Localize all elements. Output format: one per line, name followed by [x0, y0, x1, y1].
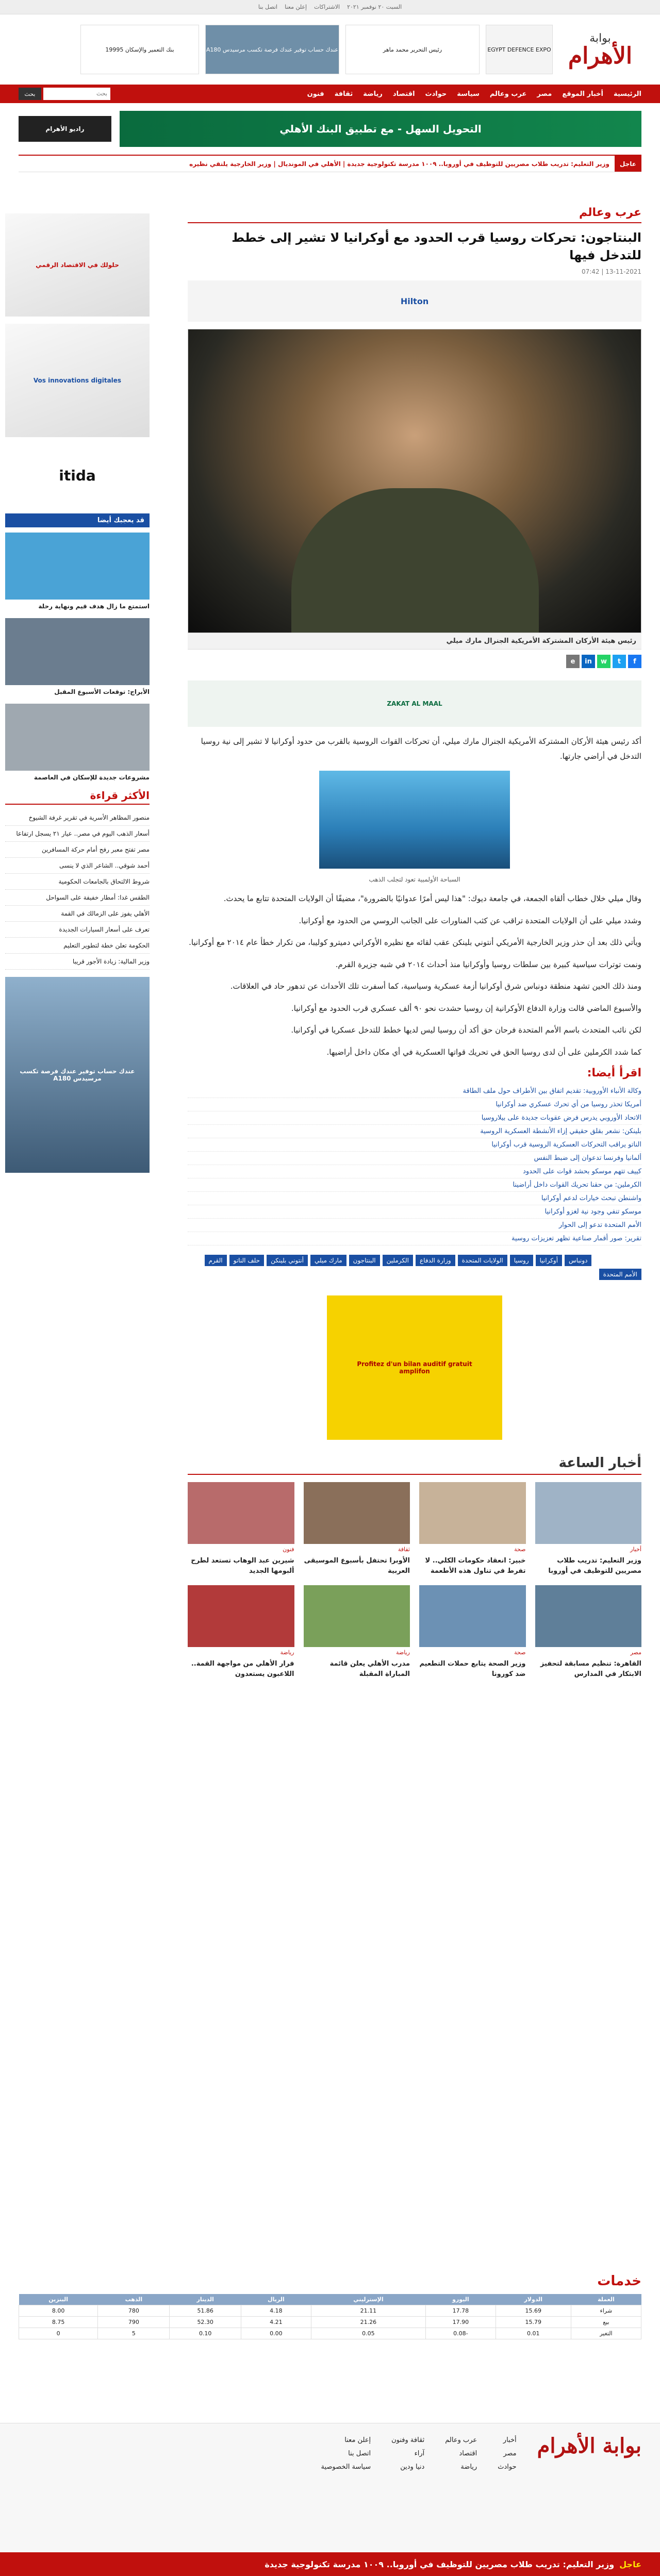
- table-header: العملة: [571, 2294, 641, 2305]
- news-card[interactable]: [188, 1482, 294, 1576]
- cell: 52.30: [170, 2317, 241, 2328]
- read-also-item[interactable]: موسكو تنفي وجود نية لغزو أوكرانيا: [188, 1205, 641, 1219]
- site-logo[interactable]: [559, 24, 641, 75]
- cell: 0.10: [170, 2328, 241, 2339]
- paragraph: لكن نائب المتحدث باسم الأمم المتحدة فرحان حق أكد أن روسيا ليس لديها خطط للتدخل عسكريا في أوكرانيا.: [291, 1025, 641, 1035]
- keyword-tag[interactable]: روسيا: [510, 1255, 533, 1266]
- topbar-link[interactable]: الاشتراكات: [314, 4, 340, 10]
- paragraph: وقال ميلي خلال خطاب ألقاه الجمعة، في جامعة ديوك: "هذا ليس أمرًا عدوانيًا بالضرورة"، مضيفًا أن الولايات المتحدة تتابع ما يحدث.: [223, 894, 641, 904]
- ad-text: Profitez d'un bilan auditif gratuit: [357, 1360, 472, 1368]
- card-tag: فنون: [283, 1546, 294, 1553]
- card-title: فرار الأهلي من مواجهة القمة.. اللاعبون يستعدون: [191, 1660, 294, 1678]
- itida-logo[interactable]: [5, 444, 150, 506]
- card-title: الأوبرا تحتفل بأسبوع الموسيقى العربية: [304, 1557, 410, 1575]
- keyword-tag[interactable]: الكرملين: [383, 1255, 413, 1266]
- ticker-text[interactable]: وزير التعليم: تدريب طلاب مصريين للتوظيف في أوروبا.. ١٠٠٩ مدرسة تكنولوجية جديدة | الأهلي في المونديال | وزير الخارجية يلتقي نظيره: [189, 160, 609, 168]
- table-header: الذهب: [98, 2294, 170, 2305]
- paragraph: كما شدد الكرملين على أن لدى روسيا الحق في تحريك قواتها العسكرية في أي مكان داخل أراضيها.: [326, 1047, 641, 1057]
- footer-link[interactable]: دنيا ودين: [400, 2463, 425, 2471]
- cell: 780: [98, 2305, 170, 2317]
- read-also-item[interactable]: ألمانيا وفرنسا تدعوان إلى ضبط النفس: [188, 1152, 641, 1165]
- card-tag: ثقافة: [398, 1546, 410, 1553]
- bottom-text[interactable]: وزير التعليم: تدريب طلاب مصريين للتوظيف في أوروبا.. ١٠٠٩ مدرسة تكنولوجية جديدة: [265, 2559, 615, 2569]
- bank-ad[interactable]: [80, 25, 199, 74]
- banner-row: [0, 103, 660, 155]
- footer-col: [391, 2434, 424, 2541]
- most-read-item[interactable]: أسعار الذهب اليوم في مصر.. عيار ٢١ يسجل ارتفاعا: [5, 826, 150, 842]
- cell: 0.00: [241, 2328, 311, 2339]
- bank-banner[interactable]: [120, 111, 641, 147]
- footer-link[interactable]: اتصل بنا: [348, 2450, 371, 2457]
- most-read-item[interactable]: منصور المظاهر الأسرية في تقرير غرفة الشيوخ: [5, 810, 150, 826]
- cell: 8.75: [19, 2317, 98, 2328]
- mercedes-ad[interactable]: [205, 25, 339, 74]
- sidebar-ad[interactable]: [5, 213, 150, 317]
- cell: 0: [19, 2328, 98, 2339]
- topbar-link[interactable]: السبت ٢٠ نوفمبر ٢٠٢١: [347, 4, 402, 10]
- table-row: [19, 2328, 641, 2339]
- paragraph: والأسبوع الماضي قالت وزارة الدفاع الأوكرانية إن روسيا حشدت نحو ٩٠ ألف عسكري قرب الحدود مع أوكرانيا.: [291, 1003, 641, 1013]
- main-nav: [0, 85, 660, 103]
- card-thumb: [535, 1585, 642, 1647]
- inline-image: [319, 771, 510, 869]
- logo-line2: الأهرام: [568, 42, 633, 69]
- footer-col: [321, 2434, 371, 2541]
- expo-ad[interactable]: [486, 25, 553, 74]
- card-thumb: [419, 1585, 526, 1647]
- paragraph: ونمت توترات سياسية كبيرة بين سلطات روسيا وأوكرانيا منذ أحداث ٢٠١٤ في شبه جزيرة القرم.: [335, 959, 641, 969]
- read-also-item[interactable]: بلينكن: نشعر بقلق حقيقي إزاء الأنشطة العسكرية الروسية: [188, 1125, 641, 1138]
- sidebar-news-item[interactable]: [5, 704, 150, 782]
- amplifon-ad[interactable]: [327, 1295, 502, 1440]
- card-title: وزير الصحة يتابع حملات التطعيم ضد كورونا: [419, 1660, 526, 1678]
- footer-col: [498, 2434, 516, 2541]
- news-card[interactable]: [304, 1482, 410, 1576]
- cell: 0.05: [311, 2328, 425, 2339]
- article-title: البنتاجون: تحركات روسيا قرب الحدود مع أوكرانيا لا تشير إلى خطط للتدخل فيها: [232, 230, 641, 262]
- read-also-item[interactable]: وكالة الأنباء الأوروبية: تقديم اتفاق بين الأطراف حول ملف الطاقة: [188, 1085, 641, 1098]
- footer-link[interactable]: مصر: [503, 2450, 517, 2457]
- cell: 4.21: [241, 2317, 311, 2328]
- news-card[interactable]: [304, 1585, 410, 1679]
- ad-text: عندك حساب توفير عندك فرصة تكسب مرسيدس A180: [206, 46, 339, 53]
- sidebar-ad-mercedes[interactable]: [5, 977, 150, 1173]
- most-read-item[interactable]: وزير المالية: زيادة الأجور قريبا: [5, 954, 150, 970]
- radio-button[interactable]: [19, 116, 111, 142]
- card-thumb: [304, 1585, 410, 1647]
- footer-link[interactable]: اقتصاد: [459, 2450, 477, 2457]
- most-read-item[interactable]: الأهلي يفوز على الزمالك في القمة: [5, 906, 150, 922]
- bottom-label: عاجل: [619, 2559, 641, 2569]
- hero-image: [188, 329, 641, 633]
- footer-link[interactable]: ثقافة وفنون: [391, 2436, 425, 2444]
- card-title: خبير: انعقاد حكومات الكلي.. لا تفرط في تناول هذه الأطعمة: [425, 1557, 526, 1575]
- cell: 51.86: [170, 2305, 241, 2317]
- card-thumb: [419, 1482, 526, 1544]
- article-date: 13-11-2021: [605, 268, 641, 276]
- footer: [0, 2423, 660, 2552]
- table-header: الدولار: [496, 2294, 571, 2305]
- keywords: [188, 1255, 641, 1280]
- read-also-item[interactable]: الكرملين: من حقنا تحريك القوات داخل أراضينا: [188, 1178, 641, 1192]
- read-also-item[interactable]: واشنطن تبحث خيارات لدعم أوكرانيا: [188, 1192, 641, 1205]
- card-tag: مصر: [630, 1649, 641, 1656]
- whatsapp-icon[interactable]: w: [597, 655, 610, 668]
- side-thumb: [5, 704, 150, 771]
- nav-item[interactable]: فنون: [307, 90, 324, 98]
- logo-line1: بوابة: [589, 31, 611, 45]
- ad-text: itida: [59, 467, 96, 484]
- cell: 8.00: [19, 2305, 98, 2317]
- twitter-icon[interactable]: t: [613, 655, 626, 668]
- linkedin-icon[interactable]: in: [582, 655, 595, 668]
- paragraph: وشدد ميلي على أن الولايات المتحدة تراقب عن كثب المناورات على الجانب الروسي من الحدود مع أوكرانيا.: [299, 916, 641, 925]
- cell: 5: [98, 2328, 170, 2339]
- keyword-tag[interactable]: دونباس: [565, 1255, 591, 1266]
- article-column: [188, 206, 641, 1679]
- news-card[interactable]: [419, 1585, 526, 1679]
- inline-caption: السباحة الأولمبية تعود لتجلب الذهب: [369, 876, 460, 884]
- table-header: الدينار: [170, 2294, 241, 2305]
- footer-link[interactable]: سياسة الخصوصية: [321, 2463, 371, 2471]
- article-body: [188, 734, 641, 1059]
- keyword-tag[interactable]: حلف الناتو: [229, 1255, 264, 1266]
- most-read-item[interactable]: مصر تفتح معبر رفح أمام حركة المسافرين: [5, 842, 150, 858]
- article-datetime: 13-11-2021 | 07:42: [581, 268, 641, 276]
- keyword-tag[interactable]: مارك ميلي: [310, 1255, 346, 1266]
- currency-table: [19, 2294, 641, 2339]
- most-read-item[interactable]: تعرف على أسعار السيارات الجديدة: [5, 922, 150, 938]
- card-thumb: [535, 1482, 642, 1544]
- most-read-item[interactable]: شروط الالتحاق بالجامعات الحكومية: [5, 874, 150, 890]
- search-button[interactable]: بحث: [19, 88, 41, 100]
- footer-link[interactable]: عرب وعالم: [445, 2436, 477, 2444]
- cell: 15.69: [496, 2305, 571, 2317]
- footer-link[interactable]: آراء: [414, 2450, 425, 2457]
- editor-box: [345, 25, 480, 74]
- read-also-item[interactable]: الأمم المتحدة تدعو إلى الحوار: [188, 1219, 641, 1232]
- keyword-tag[interactable]: وزارة الدفاع: [416, 1255, 455, 1266]
- paragraph: أكد رئيس هيئة الأركان المشتركة الأمريكية الجنرال مارك ميلي، أن تحركات القوات الروسية بالقرب من حدود أوكرانيا لا تشير إلى نية روسيا التدخل في أراضي جارتها.: [201, 737, 641, 761]
- sidebar-news: [0, 513, 155, 782]
- topbar-link[interactable]: اتصل بنا: [258, 4, 278, 10]
- table-row: [19, 2317, 641, 2328]
- ad-text: حلولك في الاقتصاد الرقمي: [36, 261, 119, 269]
- card-title: القاهرة: تنظيم مسابقة لتحفيز الابتكار في المدارس: [540, 1660, 641, 1678]
- footer-col: [445, 2434, 477, 2541]
- footer-link[interactable]: إعلن معنا: [344, 2436, 371, 2444]
- card-tag: رياضة: [280, 1649, 294, 1656]
- uniform-shape: [291, 488, 539, 633]
- sidebar-news-item[interactable]: [5, 618, 150, 696]
- keyword-tag[interactable]: الولايات المتحدة: [458, 1255, 507, 1266]
- editor-text: رئيس التحرير محمد ماهر: [383, 46, 442, 53]
- latest-news: [188, 1455, 641, 1679]
- card-tag: رياضة: [396, 1649, 410, 1656]
- nav-item[interactable]: ثقافة: [334, 90, 353, 98]
- nav-item[interactable]: حوادث: [425, 90, 447, 98]
- side-title: الأبراج: توقعات الأسبوع المقبل: [54, 688, 150, 695]
- latest-news-title: أخبار الساعة: [188, 1455, 641, 1475]
- cell: 790: [98, 2317, 170, 2328]
- most-read-item[interactable]: الطقس غدا: أمطار خفيفة على السواحل: [5, 890, 150, 906]
- radio-label: راديو الأهرام: [45, 125, 85, 132]
- keywords-label: كلمات البحث: [598, 1257, 637, 1265]
- cell: التغير: [571, 2328, 641, 2339]
- table-header: الريال: [241, 2294, 311, 2305]
- card-thumb: [304, 1482, 410, 1544]
- card-title: وزير التعليم: تدريب طلاب مصريين للتوظيف في أوروبا: [548, 1557, 641, 1575]
- read-also-item[interactable]: الاتحاد الأوروبي يدرس فرض عقوبات جديدة على بيلاروسيا: [188, 1111, 641, 1125]
- side-thumb: [5, 618, 150, 685]
- nav-item[interactable]: رياضة: [363, 90, 383, 98]
- card-thumb: [188, 1482, 294, 1544]
- cell: بيع: [571, 2317, 641, 2328]
- ad-text: عندك حساب توفير عندك فرصة تكسب مرسيدس A180: [20, 1068, 135, 1082]
- nav-item[interactable]: سياسة: [457, 90, 480, 98]
- breaking-ticker: [19, 155, 641, 172]
- hilton-ad[interactable]: Hilton: [188, 280, 641, 322]
- most-read-item[interactable]: أحمد شوقي.. الشاعر الذي لا ينسى: [5, 858, 150, 874]
- read-also-title: اقرأ أيضا:: [587, 1067, 641, 1080]
- most-read-item[interactable]: الحكومة تعلن خطة لتطوير التعليم: [5, 938, 150, 954]
- sidebar-head: قد يعجبك أيضا: [5, 513, 150, 527]
- table-header: البنزين: [19, 2294, 98, 2305]
- services-title: خدمات: [597, 2273, 641, 2289]
- card-title: شيرين عبد الوهاب تستعد لطرح ألبومها الجديد: [191, 1557, 294, 1575]
- cell: 15.79: [496, 2317, 571, 2328]
- nav-item[interactable]: مصر: [537, 90, 552, 98]
- cell: 21.11: [311, 2305, 425, 2317]
- card-thumb: [188, 1585, 294, 1647]
- banner-text: التحويل السهل - مع تطبيق البنك الأهلي: [279, 123, 482, 135]
- read-also-item[interactable]: الناتو يراقب التحركات العسكرية الروسية قرب أوكرانيا: [188, 1138, 641, 1152]
- share-bar: [188, 650, 641, 673]
- header: [0, 14, 660, 85]
- keyword-tag[interactable]: القرم: [205, 1255, 227, 1266]
- article-time: 07:42: [581, 268, 600, 276]
- sidebar-news-item[interactable]: [5, 533, 150, 611]
- ad-brand: amplifon: [399, 1368, 430, 1375]
- search-input[interactable]: [43, 88, 110, 100]
- ad-text: Vos innovations digitales: [33, 377, 122, 384]
- keyword-tag[interactable]: الأمم المتحدة: [599, 1269, 641, 1280]
- email-icon[interactable]: e: [566, 655, 580, 668]
- keyword-tag[interactable]: أوكرانيا: [536, 1255, 562, 1266]
- keyword-tag[interactable]: أنتوني بلينكن: [267, 1255, 308, 1266]
- image-caption: رئيس هيئة الأركان المشتركة الأمريكية الجنرال مارك ميلي: [188, 633, 641, 650]
- cell: 21.26: [311, 2317, 425, 2328]
- read-also: [188, 1067, 641, 1245]
- ad-text: بنك التعمير والإسكان 19995: [105, 46, 174, 53]
- nav-item[interactable]: اقتصاد: [392, 90, 415, 98]
- paragraph: ومنذ ذلك الحين تشهد منطقة دونباس شرق أوكرانيا أزمة عسكرية وسياسية، كما أسفرت تلك الأحداث عن تدهور حاد في العلاقات.: [230, 982, 641, 991]
- card-tag: أخبار: [630, 1546, 641, 1553]
- news-card[interactable]: [535, 1585, 642, 1679]
- side-title: مشروعات جديدة للإسكان في العاصمة: [34, 774, 150, 781]
- table-header: الإسترليني: [311, 2294, 425, 2305]
- footer-link[interactable]: حوادث: [498, 2463, 517, 2471]
- search-box: [19, 88, 110, 100]
- side-title: استمتع ما زال هدف قيم ونهاية رحلة: [38, 603, 150, 610]
- cell: 4.18: [241, 2305, 311, 2317]
- nav-item[interactable]: الرئيسية: [613, 90, 641, 98]
- read-also-item[interactable]: تقرير: صور أقمار صناعية تظهر تعزيزات روسية: [188, 1232, 641, 1245]
- nav-item[interactable]: أخبار الموقع: [562, 90, 603, 98]
- footer-logo[interactable]: بوابة الأهرام: [537, 2434, 641, 2458]
- news-card[interactable]: [188, 1585, 294, 1679]
- section-label[interactable]: عرب وعالم: [188, 206, 641, 223]
- facebook-icon[interactable]: f: [628, 655, 641, 668]
- cell: -0.08: [426, 2328, 496, 2339]
- cell: 17.78: [426, 2305, 496, 2317]
- ad-text: EGYPT DEFENCE EXPO: [487, 46, 551, 53]
- keyword-tag[interactable]: البنتاجون: [349, 1255, 380, 1266]
- footer-link[interactable]: أخبار: [503, 2436, 517, 2444]
- news-card[interactable]: [419, 1482, 526, 1576]
- read-also-item[interactable]: أمريكا تحذر روسيا من أي تحرك عسكري ضد أوكرانيا: [188, 1098, 641, 1111]
- sidebar: [0, 206, 155, 1180]
- news-card[interactable]: [535, 1482, 642, 1576]
- zakat-ad[interactable]: ZAKAT AL MAAL: [188, 680, 641, 727]
- top-utility-bar: [0, 0, 660, 14]
- cell: 0.01: [496, 2328, 571, 2339]
- card-tag: صحة: [514, 1649, 526, 1656]
- footer-link[interactable]: رياضة: [460, 2463, 477, 2471]
- ticker-label: عاجل: [615, 156, 641, 172]
- table-header: اليورو: [426, 2294, 496, 2305]
- side-thumb: [5, 533, 150, 600]
- cell: 17.90: [426, 2317, 496, 2328]
- topbar-link[interactable]: إعلن معنا: [285, 4, 307, 10]
- services: [19, 2273, 641, 2339]
- paragraph: ويأتي ذلك بعد أن حذر وزير الخارجية الأمريكي أنتوني بلينكن عقب لقائه مع نظيره الأوكراني دميترو كوليبا، من تكرار خطأ عام ٢٠١٤ مع أوكرانيا.: [189, 938, 641, 948]
- most-read-title: الأكثر قراءة: [5, 789, 150, 805]
- card-tag: صحة: [514, 1546, 526, 1553]
- read-also-item[interactable]: كييف تتهم موسكو بحشد قوات على الحدود: [188, 1165, 641, 1178]
- cell: شراء: [571, 2305, 641, 2317]
- card-title: مدرب الأهلي يعلن قائمة المباراة المقبلة: [329, 1660, 410, 1678]
- most-read: [0, 789, 155, 970]
- sidebar-ad[interactable]: [5, 324, 150, 437]
- table-row: [19, 2305, 641, 2317]
- bottom-breaking-bar: [0, 2552, 660, 2576]
- nav-item[interactable]: عرب وعالم: [489, 90, 527, 98]
